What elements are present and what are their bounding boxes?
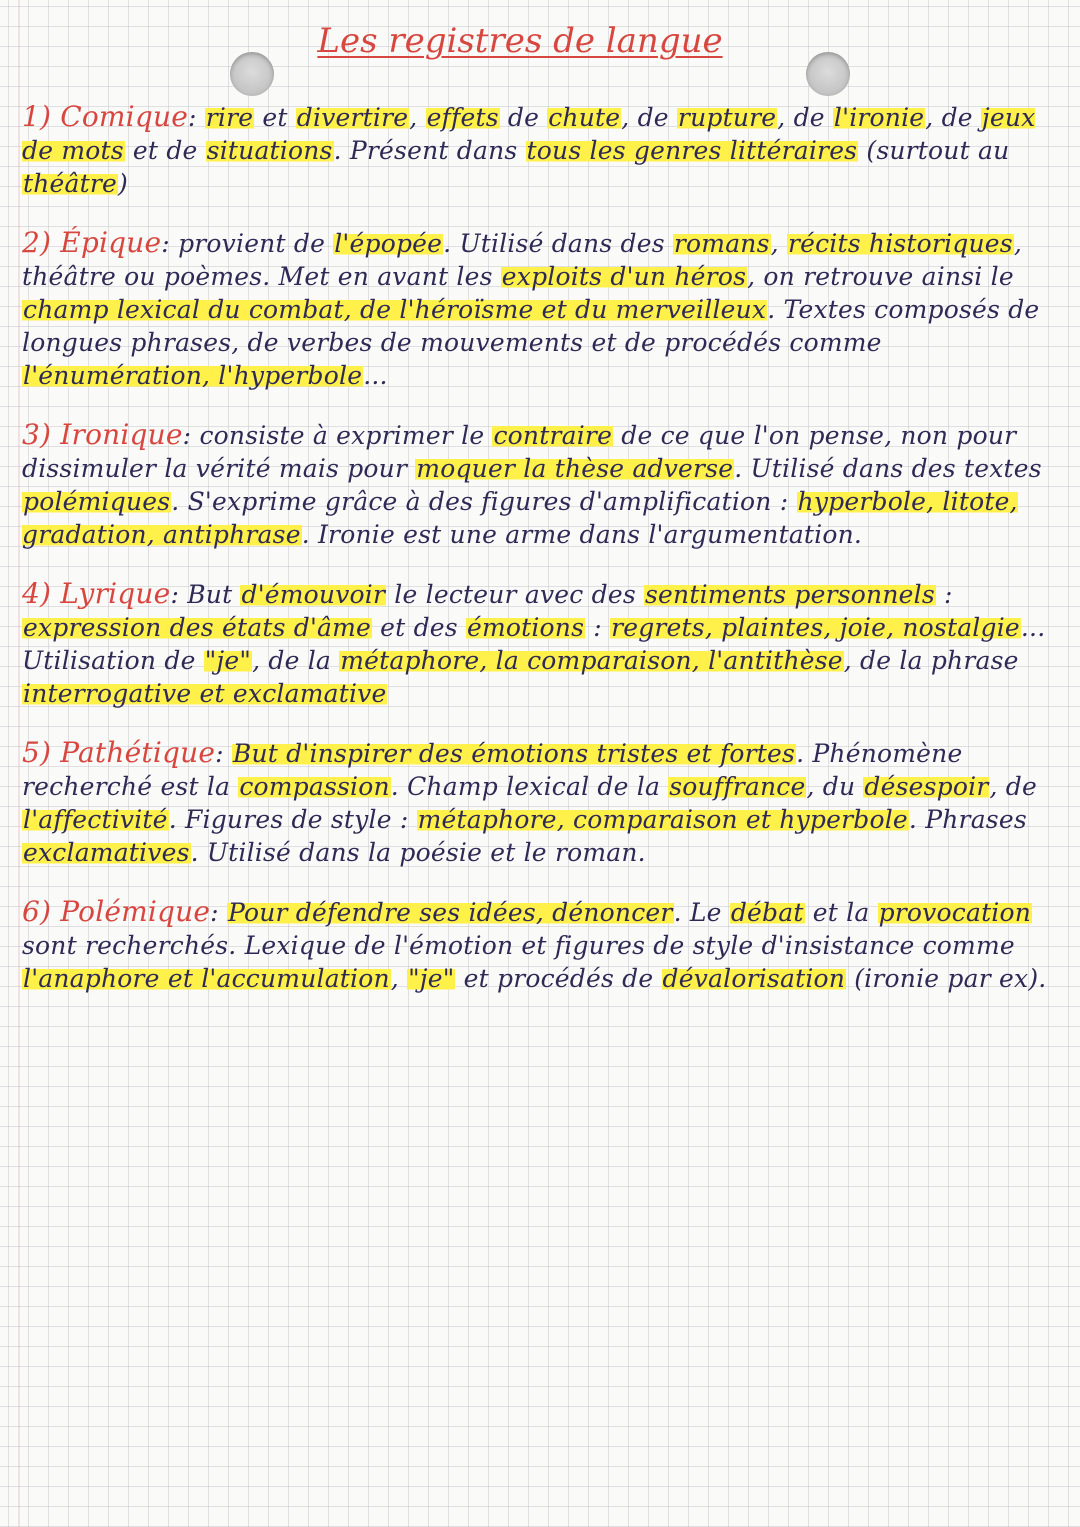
body-text: de ce que l'on pense, non pour dissimuler la vérité mais pour	[22, 421, 1017, 483]
body-text: , de	[925, 103, 981, 132]
body-text: . Champ lexical de la	[390, 772, 669, 801]
section-heading	[22, 100, 188, 133]
body-text: , de	[777, 103, 833, 132]
highlighted-text: Pour défendre ses idées, dénoncer	[227, 898, 673, 927]
body-text: . Le	[673, 898, 730, 927]
highlighted-text: tous les genres littéraires	[526, 136, 858, 165]
section-ironique	[22, 418, 1062, 551]
highlighted-text: rire	[205, 103, 254, 132]
highlighted-text: "je"	[408, 964, 455, 993]
section-lyrique	[22, 577, 1062, 710]
body-text: et la	[804, 898, 878, 927]
body-text: (ironie par ex).	[846, 964, 1047, 993]
body-text: , on retrouve ainsi le	[747, 262, 1014, 291]
highlighted-text: dévalorisation	[662, 964, 846, 993]
body-text: . Ironie est une arme dans l'argumentation.	[301, 520, 863, 549]
binder-hole-right	[806, 52, 850, 96]
highlighted-text: rupture	[677, 103, 777, 132]
highlighted-text: l'affectivité	[23, 805, 168, 834]
section-heading	[22, 577, 170, 610]
section-number: 3)	[22, 418, 52, 451]
highlighted-text: récits historiques	[787, 229, 1013, 258]
body-text: . Textes composés de longues phrases, de verbes de mouvements et de procédés comme	[22, 295, 1040, 357]
section-name: Ironique	[60, 418, 183, 451]
highlighted-text: romans	[673, 229, 770, 258]
notes-content	[22, 100, 1062, 1021]
body-text: , du	[806, 772, 864, 801]
highlighted-text: situations	[206, 136, 333, 165]
body-text: le lecteur avec des	[386, 580, 645, 609]
section-comique	[22, 100, 1062, 200]
body-text: : provient de	[161, 229, 334, 258]
page-margin-line	[18, 0, 20, 1527]
body-text: (surtout au	[858, 136, 1010, 165]
body-text: :	[935, 580, 953, 609]
body-text: . Figures de style :	[168, 805, 417, 834]
section-polemique	[22, 895, 1062, 995]
body-text: ,	[409, 103, 426, 132]
section-heading	[22, 736, 215, 769]
highlighted-text: divertire	[296, 103, 409, 132]
body-text: :	[585, 613, 611, 642]
body-text: . Utilisé dans des textes	[734, 454, 1042, 483]
highlighted-text: polémiques	[23, 487, 171, 516]
highlighted-text: sentiments personnels	[645, 580, 935, 609]
section-heading	[22, 895, 210, 928]
body-text: ...	[363, 361, 388, 390]
highlighted-text: hyperbole, litote, gradation, antiphrase	[22, 487, 1018, 549]
highlighted-text: exploits d'un héros	[501, 262, 747, 291]
section-number: 4)	[22, 577, 52, 610]
body-text: et	[254, 103, 296, 132]
highlighted-text: effets	[426, 103, 499, 132]
body-text: sont recherchés. Lexique de l'émotion et figures de style d'insistance comme	[22, 931, 1015, 960]
body-text: : consiste à exprimer le	[182, 421, 493, 450]
section-number: 1)	[22, 100, 52, 133]
body-text: et des	[372, 613, 466, 642]
page-title: Les registres de langue	[317, 21, 723, 61]
highlighted-text: moquer la thèse adverse	[416, 454, 734, 483]
highlighted-text: interrogative et exclamative	[23, 679, 387, 708]
highlighted-text: désespoir	[864, 772, 989, 801]
body-text: ... Utilisation de	[22, 613, 1046, 675]
body-text: de	[499, 103, 548, 132]
body-text: , théâtre ou poèmes. Met en avant les	[22, 229, 1022, 291]
section-body	[22, 580, 1045, 708]
section-pathetique	[22, 736, 1062, 869]
highlighted-text: champ lexical du combat, de l'héroïsme et du merveilleux	[23, 295, 767, 324]
section-body	[22, 229, 1039, 390]
body-text: . S'exprime grâce à des figures d'amplification :	[171, 487, 797, 516]
highlighted-text: métaphore, la comparaison, l'antithèse	[340, 646, 843, 675]
body-text: ,	[770, 229, 787, 258]
section-name: Épique	[60, 226, 162, 259]
section-epique	[22, 226, 1062, 392]
body-text: , de la	[252, 646, 340, 675]
highlighted-text: exclamatives	[23, 838, 190, 867]
highlighted-text: But d'inspirer des émotions tristes et fortes	[232, 739, 796, 768]
highlighted-text: souffrance	[669, 772, 806, 801]
body-text: . Phénomène recherché est la	[22, 739, 963, 801]
body-text: . Utilisé dans des	[443, 229, 673, 258]
body-text: : But	[170, 580, 241, 609]
highlighted-text: l'énumération, l'hyperbole	[23, 361, 363, 390]
section-number: 6)	[22, 895, 52, 928]
section-number: 2)	[22, 226, 52, 259]
highlighted-text: théâtre	[23, 169, 118, 198]
highlighted-text: l'anaphore et l'accumulation	[23, 964, 390, 993]
body-text: , de	[989, 772, 1037, 801]
body-text: :	[215, 739, 232, 768]
body-text: :	[210, 898, 227, 927]
body-text: . Utilisé dans la poésie et le roman.	[190, 838, 646, 867]
body-text: )	[118, 169, 129, 198]
section-name: Polémique	[60, 895, 211, 928]
highlighted-text: débat	[730, 898, 804, 927]
body-text: , de	[621, 103, 677, 132]
section-name: Pathétique	[60, 736, 216, 769]
body-text: et procédés de	[455, 964, 662, 993]
section-name: Lyrique	[60, 577, 171, 610]
highlighted-text: chute	[548, 103, 621, 132]
body-text: :	[187, 103, 205, 132]
highlighted-text: compassion	[239, 772, 390, 801]
section-heading	[22, 226, 161, 259]
highlighted-text: jeux de mots	[22, 103, 1036, 165]
body-text: et de	[124, 136, 206, 165]
highlighted-text: métaphore, comparaison et hyperbole	[417, 805, 908, 834]
highlighted-text: contraire	[493, 421, 613, 450]
body-text: . Phrases	[908, 805, 1027, 834]
highlighted-text: l'épopée	[334, 229, 443, 258]
highlighted-text: émotions	[466, 613, 585, 642]
highlighted-text: regrets, plaintes, joie, nostalgie	[611, 613, 1020, 642]
highlighted-text: "je"	[204, 646, 252, 675]
highlighted-text: provocation	[878, 898, 1032, 927]
binder-hole-left	[230, 52, 274, 96]
section-heading	[22, 418, 183, 451]
section-name: Comique	[60, 100, 188, 133]
highlighted-text: l'ironie	[833, 103, 925, 132]
highlighted-text: d'émouvoir	[241, 580, 386, 609]
body-text: . Présent dans	[333, 136, 526, 165]
body-text: , de la phrase	[843, 646, 1019, 675]
section-number: 5)	[22, 736, 52, 769]
highlighted-text: expression des états d'âme	[23, 613, 372, 642]
body-text: ,	[390, 964, 408, 993]
